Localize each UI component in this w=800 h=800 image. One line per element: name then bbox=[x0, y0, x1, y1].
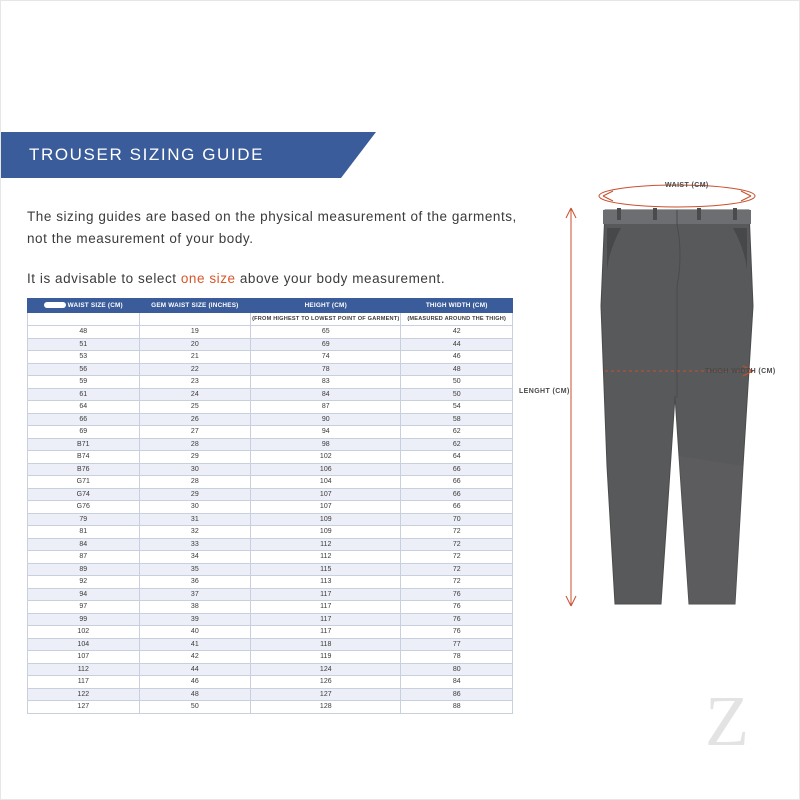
table-cell: 36 bbox=[139, 576, 251, 589]
table-cell: B74 bbox=[28, 451, 140, 464]
table-row bbox=[28, 326, 513, 339]
table-cell: 32 bbox=[139, 526, 251, 539]
table-cell: 66 bbox=[401, 476, 513, 489]
table-cell: 124 bbox=[251, 663, 401, 676]
table-row bbox=[28, 451, 513, 464]
table-cell: 72 bbox=[401, 538, 513, 551]
table-cell: 64 bbox=[401, 451, 513, 464]
table-row bbox=[28, 638, 513, 651]
size-table bbox=[27, 298, 513, 714]
table-cell: 69 bbox=[28, 426, 140, 439]
table-row bbox=[28, 663, 513, 676]
table-row bbox=[28, 488, 513, 501]
size-table-subheader-row bbox=[28, 313, 513, 326]
table-cell: 119 bbox=[251, 651, 401, 664]
intro-p2-before: It is advisable to select bbox=[27, 271, 181, 286]
table-cell: 94 bbox=[28, 588, 140, 601]
table-row bbox=[28, 351, 513, 364]
table-cell: 38 bbox=[139, 601, 251, 614]
table-cell: 50 bbox=[401, 376, 513, 389]
length-dimension-label: LENGHT (CM) bbox=[519, 388, 570, 395]
table-row bbox=[28, 513, 513, 526]
table-cell: 56 bbox=[28, 363, 140, 376]
table-cell: 112 bbox=[28, 663, 140, 676]
header-thigh-width-cm: THIGH WIDTH (CM) bbox=[401, 299, 513, 313]
table-cell: 42 bbox=[401, 326, 513, 339]
table-cell: 29 bbox=[139, 488, 251, 501]
table-cell: 107 bbox=[251, 488, 401, 501]
table-cell: 104 bbox=[251, 476, 401, 489]
table-cell: 35 bbox=[139, 563, 251, 576]
table-cell: 76 bbox=[401, 626, 513, 639]
table-cell: 53 bbox=[28, 351, 140, 364]
table-cell: 29 bbox=[139, 451, 251, 464]
table-row bbox=[28, 626, 513, 639]
table-cell: 21 bbox=[139, 351, 251, 364]
subheader-gem-waist-inches bbox=[139, 313, 251, 326]
table-row bbox=[28, 563, 513, 576]
table-cell: 66 bbox=[401, 488, 513, 501]
table-cell: 74 bbox=[251, 351, 401, 364]
table-cell: 89 bbox=[28, 563, 140, 576]
header-banner-arrow bbox=[341, 132, 376, 178]
table-cell: G71 bbox=[28, 476, 140, 489]
table-cell: 97 bbox=[28, 601, 140, 614]
table-cell: 106 bbox=[251, 463, 401, 476]
table-cell: 54 bbox=[401, 401, 513, 414]
table-cell: 23 bbox=[139, 376, 251, 389]
table-cell: 66 bbox=[28, 413, 140, 426]
table-cell: 98 bbox=[251, 438, 401, 451]
table-cell: 88 bbox=[401, 701, 513, 714]
table-row bbox=[28, 388, 513, 401]
table-cell: 44 bbox=[139, 663, 251, 676]
table-row bbox=[28, 688, 513, 701]
table-cell: 46 bbox=[401, 351, 513, 364]
table-cell: 69 bbox=[251, 338, 401, 351]
table-cell: 84 bbox=[251, 388, 401, 401]
table-cell: 107 bbox=[28, 651, 140, 664]
table-cell: 90 bbox=[251, 413, 401, 426]
intro-paragraph-1: The sizing guides are based on the physical measurement of the garments, not the measurement of your body. bbox=[27, 209, 517, 246]
table-cell: 102 bbox=[251, 451, 401, 464]
size-table-head bbox=[28, 299, 513, 326]
table-cell: 109 bbox=[251, 513, 401, 526]
table-cell: 79 bbox=[28, 513, 140, 526]
thigh-width-dimension-label: THIGH WIDTH (CM) bbox=[705, 368, 776, 375]
table-cell: 118 bbox=[251, 638, 401, 651]
table-cell: 65 bbox=[251, 326, 401, 339]
table-row bbox=[28, 676, 513, 689]
table-cell: 61 bbox=[28, 388, 140, 401]
table-cell: 46 bbox=[139, 676, 251, 689]
table-row bbox=[28, 588, 513, 601]
table-cell: 112 bbox=[251, 538, 401, 551]
table-cell: 27 bbox=[139, 426, 251, 439]
table-cell: 128 bbox=[251, 701, 401, 714]
pill-icon bbox=[44, 302, 66, 308]
header-banner bbox=[1, 132, 381, 178]
table-row bbox=[28, 576, 513, 589]
table-cell: 37 bbox=[139, 588, 251, 601]
table-cell: 48 bbox=[139, 688, 251, 701]
table-cell: 87 bbox=[251, 401, 401, 414]
table-cell: 127 bbox=[251, 688, 401, 701]
table-row bbox=[28, 526, 513, 539]
table-cell: 28 bbox=[139, 476, 251, 489]
table-cell: 117 bbox=[251, 626, 401, 639]
table-cell: 76 bbox=[401, 613, 513, 626]
table-cell: 30 bbox=[139, 501, 251, 514]
table-cell: 58 bbox=[401, 413, 513, 426]
table-cell: 78 bbox=[401, 651, 513, 664]
table-cell: 20 bbox=[139, 338, 251, 351]
table-row bbox=[28, 551, 513, 564]
table-cell: 33 bbox=[139, 538, 251, 551]
table-cell: 28 bbox=[139, 438, 251, 451]
table-cell: 40 bbox=[139, 626, 251, 639]
table-cell: 84 bbox=[401, 676, 513, 689]
table-cell: 24 bbox=[139, 388, 251, 401]
table-cell: 92 bbox=[28, 576, 140, 589]
table-cell: G74 bbox=[28, 488, 140, 501]
table-cell: 104 bbox=[28, 638, 140, 651]
table-row bbox=[28, 701, 513, 714]
table-row bbox=[28, 538, 513, 551]
table-row bbox=[28, 651, 513, 664]
subheader-waist-size-cm bbox=[28, 313, 140, 326]
table-cell: 44 bbox=[401, 338, 513, 351]
table-cell: 122 bbox=[28, 688, 140, 701]
table-row bbox=[28, 338, 513, 351]
table-row bbox=[28, 601, 513, 614]
table-cell: 126 bbox=[251, 676, 401, 689]
table-cell: 94 bbox=[251, 426, 401, 439]
table-cell: 25 bbox=[139, 401, 251, 414]
table-cell: 117 bbox=[251, 588, 401, 601]
table-cell: 64 bbox=[28, 401, 140, 414]
intro-p2-after: above your body measurement. bbox=[235, 271, 446, 286]
table-cell: 112 bbox=[251, 551, 401, 564]
table-cell: 113 bbox=[251, 576, 401, 589]
table-cell: 109 bbox=[251, 526, 401, 539]
header-height-cm: HEIGHT (CM) bbox=[251, 299, 401, 313]
table-cell: 77 bbox=[401, 638, 513, 651]
table-cell: 102 bbox=[28, 626, 140, 639]
table-cell: 107 bbox=[251, 501, 401, 514]
table-cell: 87 bbox=[28, 551, 140, 564]
table-cell: 19 bbox=[139, 326, 251, 339]
subheader-thigh-width-cm: (MEASURED AROUND THE THIGH) bbox=[401, 313, 513, 326]
table-cell: 30 bbox=[139, 463, 251, 476]
table-cell: 42 bbox=[139, 651, 251, 664]
table-cell: 41 bbox=[139, 638, 251, 651]
table-row bbox=[28, 376, 513, 389]
header-waist-size-cm-label: WAIST SIZE (CM) bbox=[67, 302, 123, 309]
table-cell: 86 bbox=[401, 688, 513, 701]
table-cell: 127 bbox=[28, 701, 140, 714]
trouser-diagram bbox=[519, 166, 787, 636]
table-row bbox=[28, 463, 513, 476]
table-cell: 84 bbox=[28, 538, 140, 551]
table-row bbox=[28, 438, 513, 451]
table-row bbox=[28, 401, 513, 414]
intro-text bbox=[27, 206, 539, 308]
table-cell: G76 bbox=[28, 501, 140, 514]
trouser-illustration bbox=[557, 166, 787, 636]
table-cell: 78 bbox=[251, 363, 401, 376]
subheader-height-cm: (FROM HIGHEST TO LOWEST POINT OF GARMENT) bbox=[251, 313, 401, 326]
table-row bbox=[28, 476, 513, 489]
table-cell: 34 bbox=[139, 551, 251, 564]
table-cell: 62 bbox=[401, 426, 513, 439]
header-waist-size-cm bbox=[28, 299, 140, 313]
table-cell: 72 bbox=[401, 563, 513, 576]
size-table-header-row bbox=[28, 299, 513, 313]
table-cell: 70 bbox=[401, 513, 513, 526]
table-row bbox=[28, 501, 513, 514]
table-cell: 115 bbox=[251, 563, 401, 576]
table-cell: 117 bbox=[28, 676, 140, 689]
table-cell: 48 bbox=[28, 326, 140, 339]
table-cell: 81 bbox=[28, 526, 140, 539]
intro-p2-accent: one size bbox=[180, 271, 236, 286]
table-cell: B76 bbox=[28, 463, 140, 476]
table-cell: 76 bbox=[401, 601, 513, 614]
intro-paragraph-2 bbox=[27, 268, 539, 290]
header-gem-waist-inches: GEM WAIST SIZE (INCHES) bbox=[139, 299, 251, 313]
table-cell: 80 bbox=[401, 663, 513, 676]
watermark-logo: Z bbox=[705, 681, 749, 761]
table-cell: 50 bbox=[401, 388, 513, 401]
table-cell: 72 bbox=[401, 576, 513, 589]
table-cell: 117 bbox=[251, 601, 401, 614]
table-cell: 39 bbox=[139, 613, 251, 626]
table-cell: B71 bbox=[28, 438, 140, 451]
table-cell: 50 bbox=[139, 701, 251, 714]
table-cell: 83 bbox=[251, 376, 401, 389]
table-row bbox=[28, 363, 513, 376]
table-cell: 117 bbox=[251, 613, 401, 626]
table-cell: 72 bbox=[401, 526, 513, 539]
table-row bbox=[28, 413, 513, 426]
table-cell: 99 bbox=[28, 613, 140, 626]
table-cell: 76 bbox=[401, 588, 513, 601]
table-cell: 72 bbox=[401, 551, 513, 564]
table-cell: 66 bbox=[401, 463, 513, 476]
table-cell: 48 bbox=[401, 363, 513, 376]
table-cell: 66 bbox=[401, 501, 513, 514]
size-table-wrapper bbox=[27, 298, 513, 714]
table-row bbox=[28, 613, 513, 626]
page-title: TROUSER SIZING GUIDE bbox=[29, 145, 265, 164]
table-cell: 31 bbox=[139, 513, 251, 526]
table-cell: 51 bbox=[28, 338, 140, 351]
table-cell: 62 bbox=[401, 438, 513, 451]
waist-dimension-label: WAIST (CM) bbox=[665, 182, 709, 189]
table-cell: 26 bbox=[139, 413, 251, 426]
table-row bbox=[28, 426, 513, 439]
table-cell: 22 bbox=[139, 363, 251, 376]
size-table-body bbox=[28, 326, 513, 714]
table-cell: 59 bbox=[28, 376, 140, 389]
